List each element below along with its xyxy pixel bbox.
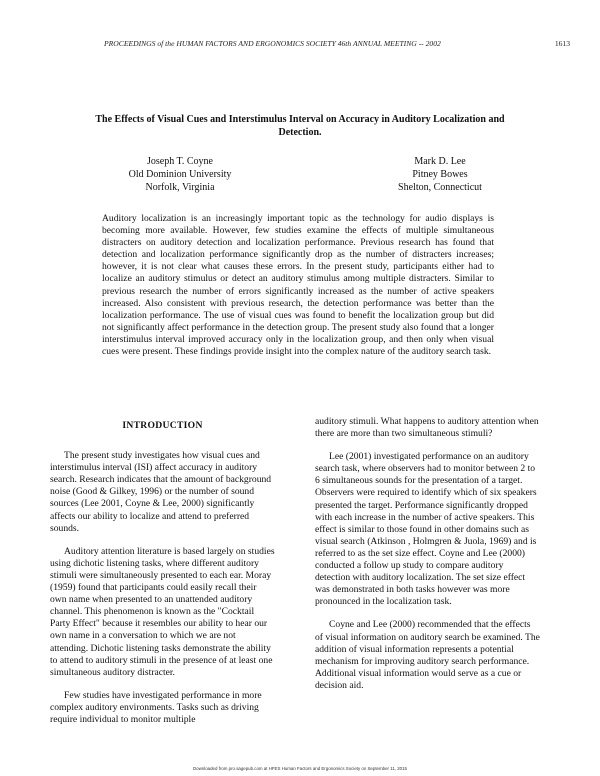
body-paragraph: Lee (2001) investigated performance on an auditory search task, where observers had to monitor between 2 to 6 simultaneous sounds for the presentation of a target. Observers were required to identify which of six speakers presented the target. Performance significantly dropped with each increase in the number of active speakers. This effect is similar to those found in other domains such as visual search (Atkinson , Holmgren & Juola, 1969) and is referred to as the set size effect. Coyne and Lee (2000) conducted a follow up study to compare auditory detection with auditory localization. The set size effect was demonstrated in both tasks however was more pronounced in the localization task. (315, 451, 537, 608)
author-location: Shelton, Connecticut (398, 182, 482, 193)
right-column (315, 416, 540, 703)
running-header (104, 39, 570, 48)
body-paragraph: Auditory attention literature is based largely on studies using dichotic listening tasks, where different auditory stimuli were simultaneously presented to each ear. Moray (1959) found that participants could easily recall their own name when presented to an unattended auditory channel. This phenomenon is known as the "Cocktail Party Effect" because it resembles our ability to hear our own name in a conversation to which we are not attending. Dichotic listening tasks demonstrate the ability to attend to auditory stimuli in the presence of at least one simultaneous auditory distracter. (50, 545, 275, 678)
body-paragraph-continued: auditory stimuli. What happens to auditory attention when there are more than two simultaneous stimuli? (315, 416, 539, 440)
author-affiliation: Old Dominion University (128, 169, 232, 180)
body-paragraph: Few studies have investigated performance in more complex auditory environments. Tasks such as driving require individual to monitor multiple (50, 689, 262, 725)
author-block-1 (110, 155, 250, 194)
download-footer: Downloaded from pro.sagepub.com at HFES Human Factors and Ergonomics Society on September 11, 2015 (193, 766, 407, 771)
running-head-text: PROCEEDINGS of the HUMAN FACTORS AND ERGONOMICS SOCIETY 46th ANNUAL MEETING -- 2002 (104, 39, 441, 48)
author-block-2 (370, 155, 510, 194)
paper-title: The Effects of Visual Cues and Interstimulus Interval on Accuracy in Auditory Localization and Detection. (95, 114, 505, 138)
body-paragraph: The present study investigates how visual cues and interstimulus interval (ISI) affect accuracy in auditory search. Research indicates that the amount of background noise (Good & Gilkey, 1996) or the number of sound sources (Lee 2001, Coyne & Lee, 2000) significantly affects our ability to localize and attend to preferred sounds. (50, 450, 272, 534)
author-name: Mark D. Lee (414, 156, 466, 167)
author-affiliation: Pitney Bowes (412, 169, 468, 180)
section-heading-introduction: INTRODUCTION (122, 420, 203, 431)
page-number: 1613 (554, 39, 570, 48)
left-column (50, 420, 275, 737)
abstract: Auditory localization is an increasingly important topic as the technology for audio displays is becoming more available. However, few studies examine the effects of multiple simultaneous distracters on auditory detection and localization performance. Previous research has found that detection and localization performance significantly drop as the number of distracters increases; however, it is not clear what causes these errors. In the present study, participants either had to localize an auditory stimulus or detect an auditory stimulus among multiple distracters. Similar to previous research the number of errors significantly increased as the number of active speakers increased. Also consistent with previous research, the detection performance was better than the localization performance. The use of visual cues was found to benefit the localization group but did not significantly affect performance in the detection group. The present study also found that a longer interstimulus interval improved accuracy only in the localization group, and then only when visual cues were present. These findings provide insight into the complex nature of the auditory search task. (102, 213, 494, 358)
author-name: Joseph T. Coyne (146, 156, 213, 167)
author-location: Norfolk, Virginia (145, 182, 215, 193)
body-paragraph: Coyne and Lee (2000) recommended that the effects of visual information on auditory search be examined. The addition of visual information represents a potential mechanism for improving auditory search performance. Additional visual information would serve as a cue or decision aid. (315, 619, 540, 691)
